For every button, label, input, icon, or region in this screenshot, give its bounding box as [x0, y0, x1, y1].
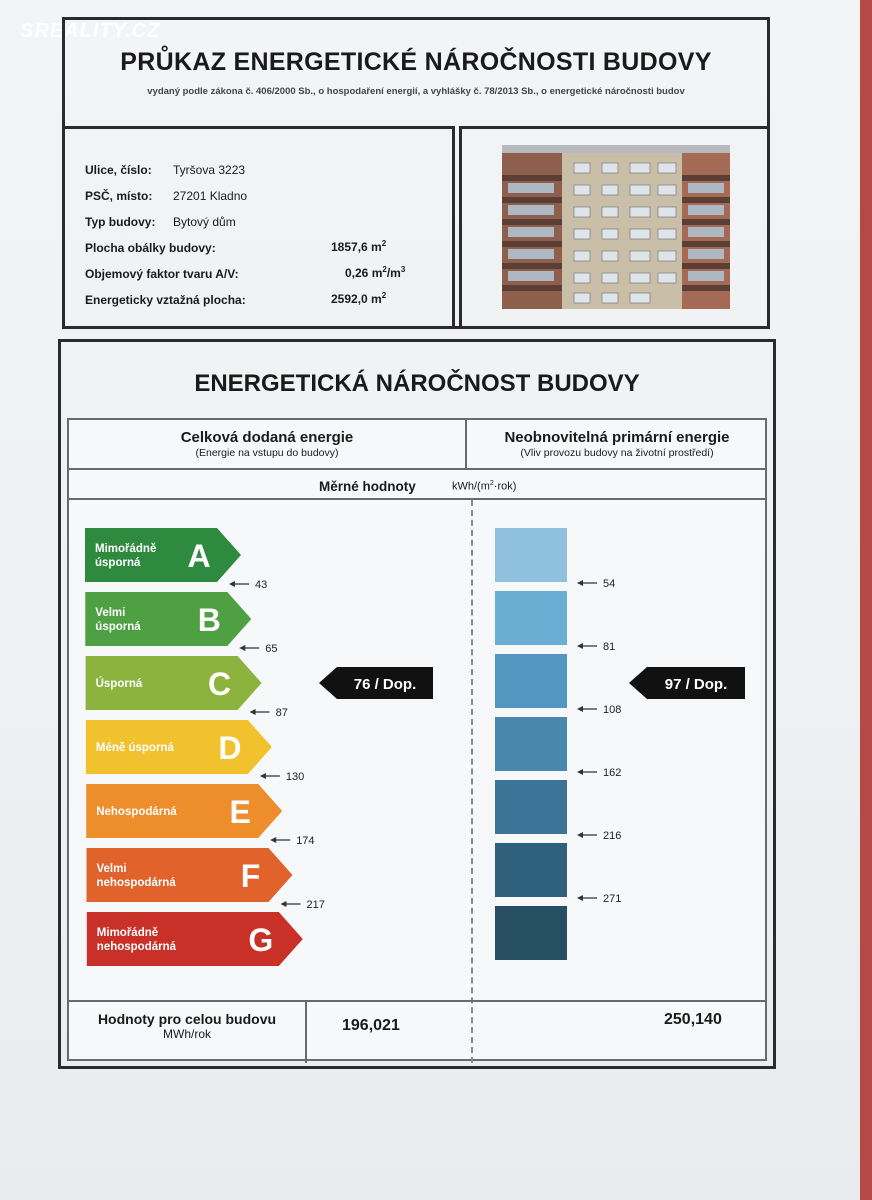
- specific-values-unit: kWh/$(m^2\cdot rok)$: [452, 480, 517, 493]
- delivered-energy-subtitle: (Energie na vstupu do budovy): [195, 447, 339, 459]
- building-photo-panel: [459, 126, 769, 329]
- limit-value-right-f: 271: [603, 893, 622, 905]
- class-label-line1-b: Velmi: [95, 607, 126, 619]
- class-label-c: Úsporná: [95, 678, 143, 690]
- building-info-panel: [65, 126, 455, 329]
- limit-arrowhead-left-d: [260, 773, 266, 779]
- class-letter-g: G: [248, 922, 274, 958]
- primary-class-bar-f: [495, 843, 567, 897]
- class-letter-c: C: [208, 666, 232, 702]
- factor-label: Objemový faktor tvaru A/V:: [85, 267, 239, 281]
- limit-arrowhead-left-b: [239, 645, 245, 651]
- specific-values-row: [69, 470, 767, 500]
- class-label-line2-a: úsporná: [95, 557, 141, 569]
- limit-value-left-d: 130: [285, 771, 305, 783]
- class-arrow-a: [85, 528, 241, 582]
- limit-arrowhead-left-a: [229, 581, 235, 587]
- class-letter-d: D: [218, 730, 242, 766]
- class-arrow-b: [85, 592, 251, 646]
- street-label: Ulice, číslo:: [85, 163, 152, 177]
- class-label-line2-f: nehospodárná: [96, 877, 176, 889]
- limit-value-left-b: 65: [265, 643, 278, 655]
- certificate-subtitle: vydaný podle zákona č. 406/2000 Sb., o hospodaření energií, a vyhlášky č. 78/2013 Sb., o energetické náročnosti budov: [147, 86, 685, 97]
- ref-area-value: 2592,0 $m^2$: [331, 291, 387, 306]
- class-label-line2-g: nehospodárná: [96, 941, 177, 953]
- type-label: Typ budovy:: [85, 215, 156, 229]
- primary-energy-rating-label: 97 / Dop.: [664, 676, 728, 693]
- primary-energy-title: Neobnovitelná primární energie: [504, 429, 730, 446]
- primary-class-bar-e: [495, 780, 567, 834]
- whole-building-row: [69, 1000, 767, 1061]
- area-label: Plocha obálky budovy:: [85, 241, 216, 255]
- class-label-e: Nehospodárná: [96, 806, 177, 818]
- class-label-line1-a: Mimořádně: [95, 543, 157, 555]
- ref-area-label: Energeticky vztažná plocha:: [85, 293, 246, 307]
- class-label-line2-b: úsporná: [95, 621, 141, 633]
- limit-value-right-d: 162: [603, 767, 622, 779]
- limit-value-left-e: 174: [296, 835, 315, 847]
- primary-class-bar-g: [495, 906, 567, 960]
- limit-arrowhead-right-c: [577, 706, 583, 712]
- primary-class-bar-d: [495, 717, 567, 771]
- primary-class-bar-b: [495, 591, 567, 645]
- primary-class-bar-a: [495, 528, 567, 582]
- limit-arrowhead-left-e: [270, 837, 276, 843]
- delivered-energy-header: [69, 420, 467, 470]
- limit-arrowhead-right-d: [577, 769, 583, 775]
- energy-performance-panel: [58, 339, 776, 1069]
- paper-edge: [860, 0, 872, 1200]
- limit-arrowhead-right-a: [577, 580, 583, 586]
- whole-building-label: Hodnoty pro celou budovu: [97, 1011, 277, 1027]
- limit-arrowhead-right-b: [577, 643, 583, 649]
- energy-scale-table: [67, 418, 767, 1061]
- zip-value: 27201 Kladno: [173, 189, 248, 203]
- area-value: 1857,6 $m^2$: [331, 239, 387, 254]
- limit-value-right-a: 54: [603, 578, 616, 590]
- limit-value-right-e: 216: [603, 830, 622, 842]
- street-value: Tyršova 3223: [173, 163, 246, 177]
- type-value: Bytový dům: [173, 215, 236, 229]
- energy-scale-graphic: [69, 500, 767, 1000]
- class-letter-b: B: [197, 602, 221, 638]
- certificate-header: [62, 17, 770, 329]
- energy-title: ENERGETICKÁ NÁROČNOST BUDOVY: [194, 370, 640, 397]
- class-arrow-f: [87, 848, 293, 902]
- delivered-energy-title: Celková dodaná energie: [180, 429, 354, 446]
- whole-building-unit: MWh/rok: [163, 1027, 211, 1041]
- primary-class-bar-c: [495, 654, 567, 708]
- limit-value-left-c: 87: [275, 707, 288, 719]
- building-photo: [502, 145, 730, 309]
- total-primary-energy: 250,140: [664, 1011, 722, 1028]
- class-label-line1-g: Mimořádně: [96, 927, 159, 939]
- primary-energy-subtitle: (Vliv provozu budovy na životní prostředí): [520, 447, 714, 459]
- class-letter-a: A: [187, 538, 211, 574]
- limit-value-right-b: 81: [603, 641, 616, 653]
- certificate-title: PRŮKAZ ENERGETICKÉ NÁROČNOSTI BUDOVY: [120, 48, 712, 76]
- primary-energy-header: [467, 420, 767, 470]
- total-delivered-energy: 196,021: [342, 1017, 400, 1034]
- limit-value-left-a: 43: [255, 579, 268, 591]
- specific-values-label: Měrné hodnoty: [319, 479, 416, 494]
- factor-value: 0,26 $m^2/m^3$: [345, 265, 406, 280]
- limit-value-right-c: 108: [603, 704, 622, 716]
- whole-building-label-cell: [69, 1002, 307, 1063]
- watermark-logo: SREALITY.CZ: [20, 20, 161, 42]
- class-letter-f: F: [240, 858, 261, 894]
- limit-arrowhead-left-c: [250, 709, 256, 715]
- class-letter-e: E: [229, 794, 251, 830]
- limit-arrowhead-left-f: [281, 901, 287, 907]
- limit-arrowhead-right-e: [577, 832, 583, 838]
- class-label-line1-f: Velmi: [96, 863, 127, 875]
- delivered-energy-rating-label: 76 / Dop.: [353, 676, 417, 693]
- zip-label: PSČ, místo:: [85, 189, 153, 203]
- limit-arrowhead-right-f: [577, 895, 583, 901]
- limit-value-left-f: 217: [306, 899, 325, 911]
- class-label-d: Méně úsporná: [95, 742, 174, 754]
